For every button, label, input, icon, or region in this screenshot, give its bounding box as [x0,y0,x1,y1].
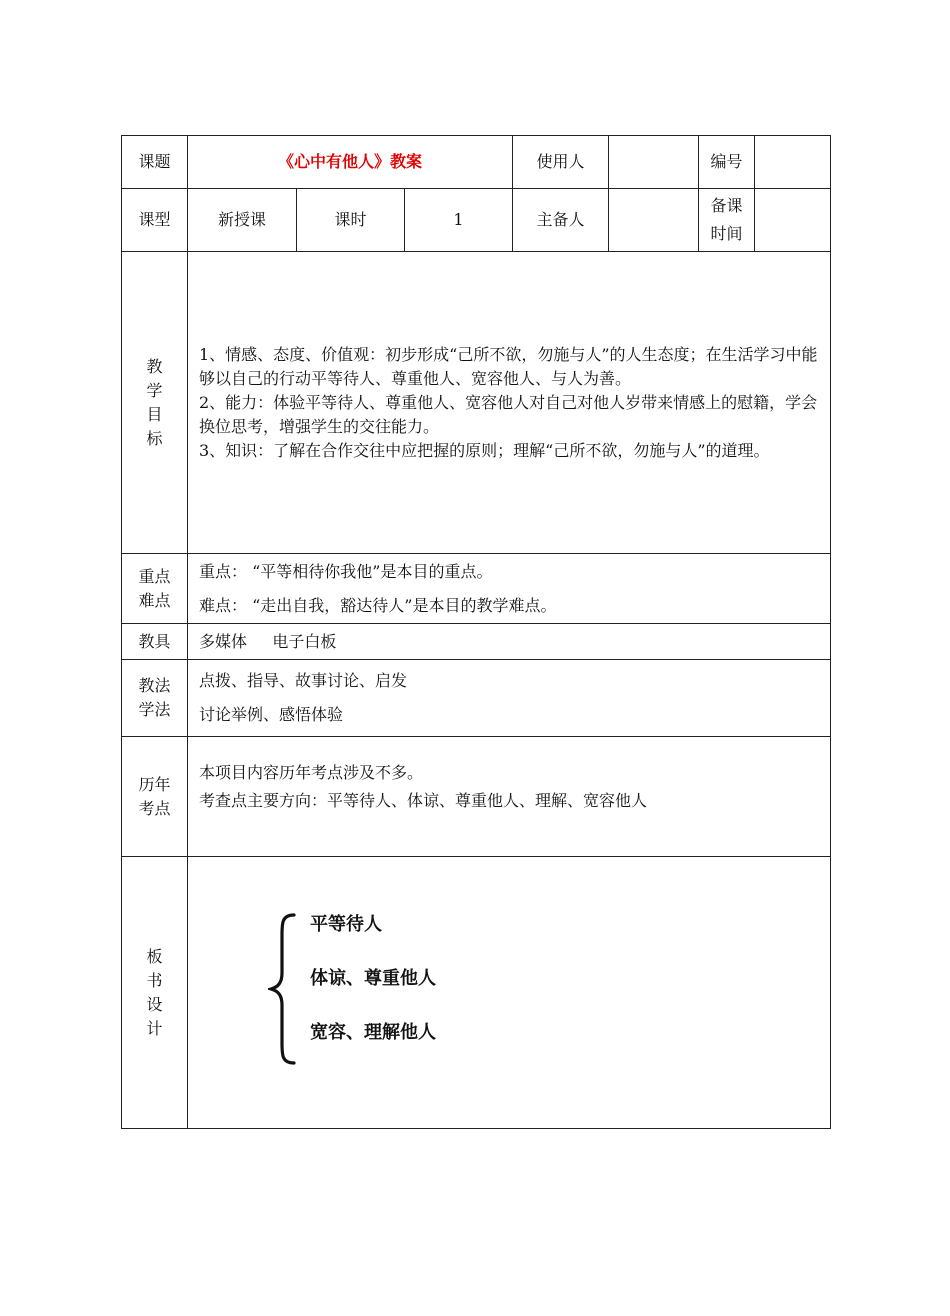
prep-time-label-line-1: 备课 [710,196,743,215]
teaching-method-label: 教法 [138,676,171,695]
type-label: 课型 [122,189,188,252]
difficult-label: 难点 [138,590,171,610]
goals-label-char: 学 [146,380,163,400]
key-label: 重点 [138,566,171,586]
lesson-title: 《心中有他人》教案 [188,136,513,189]
header-row-1 [122,136,831,189]
board-label-char: 书 [146,970,163,990]
methods-label [122,660,188,737]
curly-brace-icon [268,913,298,1065]
goal-line: 1、情感、态度、价值观：初步形成“己所不欲，勿施与人”的人生态度；在生活学习中能够以自己的行动平等待人、尊重他人、宽容他人、与人为善。 [199,344,818,388]
board-item: 平等待人 [310,914,382,935]
exam-label-line-1: 历年 [138,774,171,794]
prep-time-value [755,189,831,252]
learning-method-label: 学法 [138,700,171,719]
tools-value: 多媒体 电子白板 [188,624,831,660]
board-label [122,857,188,1129]
type-value: 新授课 [188,189,297,252]
hours-value: 1 [405,189,513,252]
goal-line: 3、知识：了解在合作交往中应把握的原则；理解“己所不欲，勿施与人”的道理。 [199,440,770,460]
goals-content [188,252,831,554]
preparer-value [609,189,699,252]
user-value [609,136,699,189]
header-row-2 [122,189,831,252]
methods-content [188,660,831,737]
goals-label-char: 标 [146,428,163,448]
preparer-label: 主备人 [513,189,609,252]
goal-line: 2、能力：体验平等待人、尊重他人、宽容他人对自己对他人岁带来情感上的慰籍，学会 换位思考，增强学生的交往能力。 [199,392,818,436]
board-item: 体谅、尊重他人 [310,968,436,989]
board-content [188,857,831,1129]
goals-label-char: 教 [146,356,163,376]
exam-label [122,737,188,857]
learning-method-text: 讨论举例、感悟体验 [199,705,344,724]
board-label-char: 板 [146,946,163,966]
board-item: 宽容、理解他人 [310,1022,436,1043]
topic-label: 课题 [122,136,188,189]
exam-line-2: 考查点主要方向：平等待人、体谅、尊重他人、理解、宽容他人 [199,791,648,810]
teaching-method-text: 点拨、指导、故事讨论、启发 [199,671,408,690]
board-diagram [188,857,830,1128]
goals-row [122,252,831,554]
hours-label: 课时 [297,189,405,252]
prep-time-label-line-2: 时间 [710,224,743,243]
lesson-plan-table [121,135,831,1129]
tools-label: 教具 [122,624,188,660]
exam-line-1: 本项目内容历年考点涉及不多。 [199,763,424,782]
user-label: 使用人 [513,136,609,189]
board-row [122,857,831,1129]
prep-time-label [699,189,755,252]
board-label-char: 计 [146,1018,163,1038]
key-points-row [122,554,831,624]
tools-row [122,624,831,660]
goals-label [122,252,188,554]
exam-row [122,737,831,857]
number-label: 编号 [699,136,755,189]
methods-row [122,660,831,737]
board-label-char: 设 [146,994,163,1014]
key-point-text: 重点： “平等相待你我他”是本目的重点。 [199,561,493,581]
key-points-content [188,554,831,624]
key-points-label [122,554,188,624]
difficult-point-text: 难点： “走出自我，豁达待人”是本目的教学难点。 [199,595,557,615]
exam-label-line-2: 考点 [138,798,171,818]
goals-label-char: 目 [146,404,163,424]
exam-content [188,737,831,857]
number-value [755,136,831,189]
